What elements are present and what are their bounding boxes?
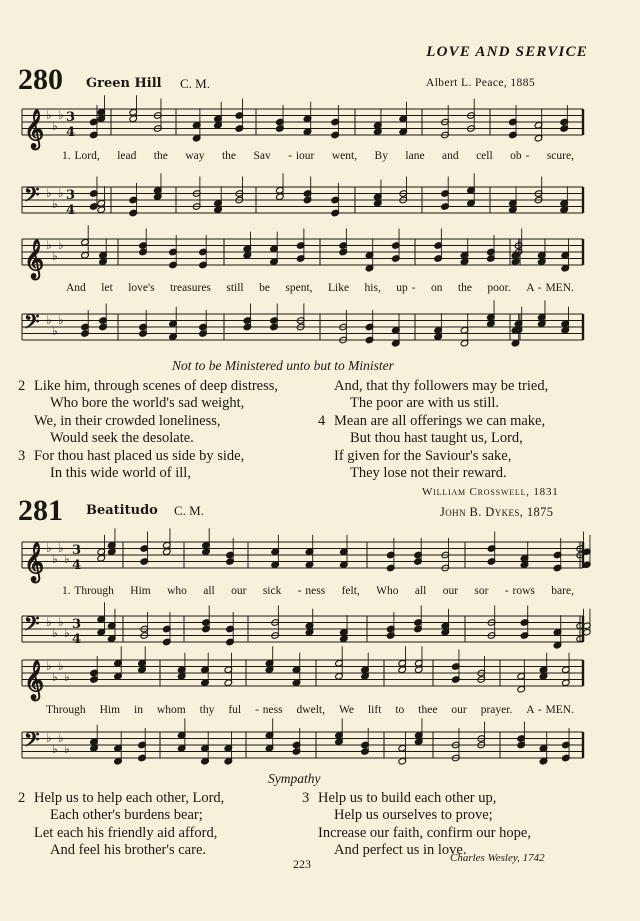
flat-icon: ♭ — [58, 313, 64, 327]
lyric-syllable: in — [134, 704, 143, 716]
lyric-syllable: lift — [367, 704, 382, 716]
hymn-number: 280 — [18, 63, 63, 96]
time-signature-bottom: 4 — [66, 203, 76, 218]
verse-text: Help us to build each other up, — [318, 790, 497, 806]
verse-line — [18, 448, 278, 465]
lyric-syllable: spent, — [285, 282, 313, 294]
verse-line — [18, 395, 278, 412]
time-signature-top: 3 — [66, 188, 76, 203]
flat-icon: ♭ — [52, 626, 58, 640]
flat-icon: ♭ — [46, 659, 52, 673]
verse-line — [18, 465, 278, 482]
flat-icon: ♭ — [52, 197, 58, 211]
verse-line — [302, 807, 531, 824]
verse-line — [18, 378, 278, 395]
tune-name: Beatitudo — [86, 503, 158, 518]
flat-icon: ♭ — [46, 615, 52, 629]
lyric-syllable: all — [414, 585, 427, 597]
time-signature-bottom: 4 — [72, 632, 82, 647]
lyric-syllable: his, — [364, 282, 381, 294]
verse-number: 2 — [18, 378, 26, 394]
verse-text: But thou hast taught us, Lord, — [350, 430, 523, 447]
lyric-syllable: the — [221, 150, 236, 162]
verse-text: If given for the Saviour's sake, — [334, 447, 512, 464]
flat-icon: ♭ — [58, 108, 64, 122]
time-signature-top: 3 — [72, 543, 82, 558]
tune-name: Green Hill — [86, 76, 162, 91]
lyric-syllable: poor. — [487, 282, 511, 294]
lyric-syllable: thee — [418, 704, 438, 716]
hymn-280-lyrics-line-2 — [66, 282, 574, 294]
treble-clef-icon: 𝄞 — [24, 542, 45, 582]
treble-clef-icon: 𝄞 — [24, 239, 45, 279]
verse-line — [318, 448, 548, 465]
verse-text: Like him, through scenes of deep distress, — [34, 378, 279, 394]
verse-line — [318, 378, 548, 395]
lyric-syllable: went, — [331, 150, 358, 162]
verse-text: Each other's burdens bear; — [50, 807, 203, 824]
lyric-syllable: Sav — [253, 150, 271, 162]
lyric-syllable: lane — [405, 150, 425, 162]
flat-icon: ♭ — [52, 119, 58, 133]
hymn-280-lyrics-line-1 — [62, 150, 574, 162]
flat-icon: ♭ — [52, 552, 58, 566]
lyric-syllable: on — [430, 282, 443, 294]
verse-text: Mean are all offerings we can make, — [334, 412, 546, 429]
lyric-syllable: Like — [328, 282, 350, 294]
verse-line — [302, 825, 531, 842]
time-signature-top: 3 — [72, 617, 82, 632]
verse-number: 2 — [18, 790, 26, 806]
hymn-280-verses-right — [318, 378, 548, 482]
verse-number: 3 — [302, 790, 310, 806]
lyric-syllable: felt, — [341, 585, 360, 597]
flat-icon: ♭ — [58, 238, 64, 252]
verse-text: Would seek the desolate. — [50, 430, 194, 447]
lyric-syllable: still — [226, 282, 244, 294]
lyric-syllable: way — [185, 150, 205, 162]
lyric-syllable: lead — [117, 150, 137, 162]
verse-text: Let each his friendly aid afford, — [34, 824, 218, 841]
flat-icon: ♭ — [58, 731, 64, 745]
lyric-syllable: ob - — [510, 150, 530, 162]
flat-icon: ♭ — [52, 670, 58, 684]
lyric-syllable: ful — [228, 704, 242, 716]
flat-icon: ♭ — [46, 186, 52, 200]
time-signature-top: 3 — [66, 110, 76, 125]
verse-text: Who bore the world's sad weight, — [50, 395, 245, 412]
verse-text: Increase our faith, confirm our hope, — [318, 824, 531, 841]
lyric-syllable: sick — [262, 585, 282, 597]
flat-icon: ♭ — [46, 108, 52, 122]
lyric-syllable: all — [203, 585, 215, 597]
hymn-280-caption: Not to be Ministered unto but to Minister — [172, 358, 394, 373]
flat-icon: ♭ — [52, 742, 58, 756]
flat-icon: ♭ — [64, 626, 70, 640]
verse-line — [18, 790, 224, 807]
lyric-syllable: the — [153, 150, 168, 162]
lyric-syllable: and — [442, 150, 459, 162]
hymn-281-verses-right — [302, 790, 531, 860]
lyric-syllable: our — [231, 585, 247, 597]
hymn-281-lyrics-line-2 — [46, 704, 574, 716]
composer: John B. Dykes, 1875 — [440, 505, 554, 519]
verse-text: In this wide world of ill, — [50, 465, 191, 482]
lyric-syllable: - ness — [255, 704, 283, 716]
lyric-syllable: Him — [130, 585, 151, 597]
section-title: LOVE AND SERVICE — [426, 44, 588, 60]
verse-line — [18, 430, 278, 447]
flat-icon: ♭ — [46, 313, 52, 327]
verse-text: For thou hast placed us side by side, — [34, 447, 245, 464]
lyric-syllable: prayer. — [480, 704, 513, 716]
flat-icon: ♭ — [58, 659, 64, 673]
verse-line — [18, 842, 224, 859]
lyric-syllable: whom — [156, 704, 186, 716]
lyric-syllable: dwelt, — [296, 704, 325, 716]
time-signature-bottom: 4 — [66, 125, 76, 140]
hymn-280-attribution: William Crosswell, 1831 — [422, 486, 559, 498]
meter: C. M. — [174, 503, 204, 518]
flat-icon: ♭ — [64, 552, 70, 566]
lyric-syllable: 1. Through — [62, 585, 114, 597]
lyric-syllable: A - MEN. — [526, 282, 574, 294]
verse-line — [18, 413, 278, 430]
lyric-syllable: our — [442, 585, 459, 597]
lyric-syllable: bare, — [551, 585, 574, 597]
lyric-syllable: And — [66, 282, 86, 294]
meter: C. M. — [180, 76, 210, 91]
flat-icon: ♭ — [46, 238, 52, 252]
verse-line — [318, 395, 548, 412]
verse-text: We, in their crowded loneliness, — [34, 412, 221, 429]
treble-clef-icon: 𝄞 — [24, 109, 45, 149]
lyric-syllable: the — [457, 282, 472, 294]
verse-number: 4 — [318, 412, 326, 429]
flat-icon: ♭ — [46, 541, 52, 555]
verse-text: And feel his brother's care. — [50, 842, 207, 859]
page-number: 223 — [293, 857, 311, 871]
lyric-syllable: up - — [396, 282, 416, 294]
lyric-syllable: cell — [476, 150, 493, 162]
flat-icon: ♭ — [64, 670, 70, 684]
bass-clef-icon: 𝄢 — [24, 182, 40, 211]
verse-text: And, that thy followers may be tried, — [334, 378, 549, 394]
bass-clef-icon: 𝄢 — [24, 727, 40, 756]
lyric-syllable: to — [395, 704, 405, 716]
verse-line — [318, 430, 548, 447]
flat-icon: ♭ — [52, 249, 58, 263]
time-signature-bottom: 4 — [72, 558, 82, 573]
hymn-281-caption: Sympathy — [268, 771, 321, 786]
lyric-syllable: sor — [474, 585, 489, 597]
lyric-syllable: - iour — [288, 150, 315, 162]
verse-text: Help us ourselves to prove; — [334, 807, 493, 824]
hymn-280-verses-left — [18, 378, 278, 482]
flat-icon: ♭ — [58, 186, 64, 200]
hymn-281-attribution: Charles Wesley, 1742 — [450, 852, 545, 864]
lyric-syllable: - ness — [297, 585, 326, 597]
composer: Albert L. Peace, 1885 — [426, 77, 535, 89]
lyric-syllable: Who — [376, 585, 399, 597]
verse-line — [18, 825, 224, 842]
lyric-syllable: be — [259, 282, 270, 294]
lyric-syllable: - rows — [504, 585, 535, 597]
hymn-281-lyrics-line-1 — [62, 585, 574, 597]
verse-line — [302, 790, 531, 807]
treble-clef-icon: 𝄞 — [24, 660, 45, 700]
verse-line — [18, 807, 224, 824]
flat-icon: ♭ — [46, 731, 52, 745]
lyric-syllable: A - MEN. — [526, 704, 574, 716]
hymn-number: 281 — [18, 494, 63, 527]
hymn-281-verses-left — [18, 790, 224, 860]
lyric-syllable: thy — [199, 704, 215, 716]
verse-text: Help us to help each other, Lord, — [34, 790, 225, 806]
flat-icon: ♭ — [58, 541, 64, 555]
bass-clef-icon: 𝄢 — [24, 309, 40, 338]
lyric-syllable: We — [338, 704, 354, 716]
verse-text: They lose not their reward. — [350, 465, 507, 482]
lyric-syllable: let — [101, 282, 113, 294]
verse-number: 3 — [18, 447, 26, 464]
bass-clef-icon: 𝄢 — [24, 611, 40, 640]
flat-icon: ♭ — [52, 324, 58, 338]
lyric-syllable: By — [374, 150, 388, 162]
verse-line — [318, 413, 548, 430]
lyric-syllable: treasures — [170, 282, 211, 294]
verse-line — [318, 465, 548, 482]
lyric-syllable: 1. Lord, — [62, 150, 100, 162]
verse-text: The poor are with us still. — [350, 395, 500, 412]
lyric-syllable: our — [451, 704, 467, 716]
lyric-syllable: Through — [46, 704, 86, 716]
lyric-syllable: scure, — [546, 150, 574, 162]
flat-icon: ♭ — [64, 742, 70, 756]
verse-text: And perfect us in love. — [334, 842, 467, 859]
flat-icon: ♭ — [58, 615, 64, 629]
lyric-syllable: Him — [99, 704, 121, 716]
lyric-syllable: who — [167, 585, 187, 597]
lyric-syllable: love's — [128, 282, 155, 294]
